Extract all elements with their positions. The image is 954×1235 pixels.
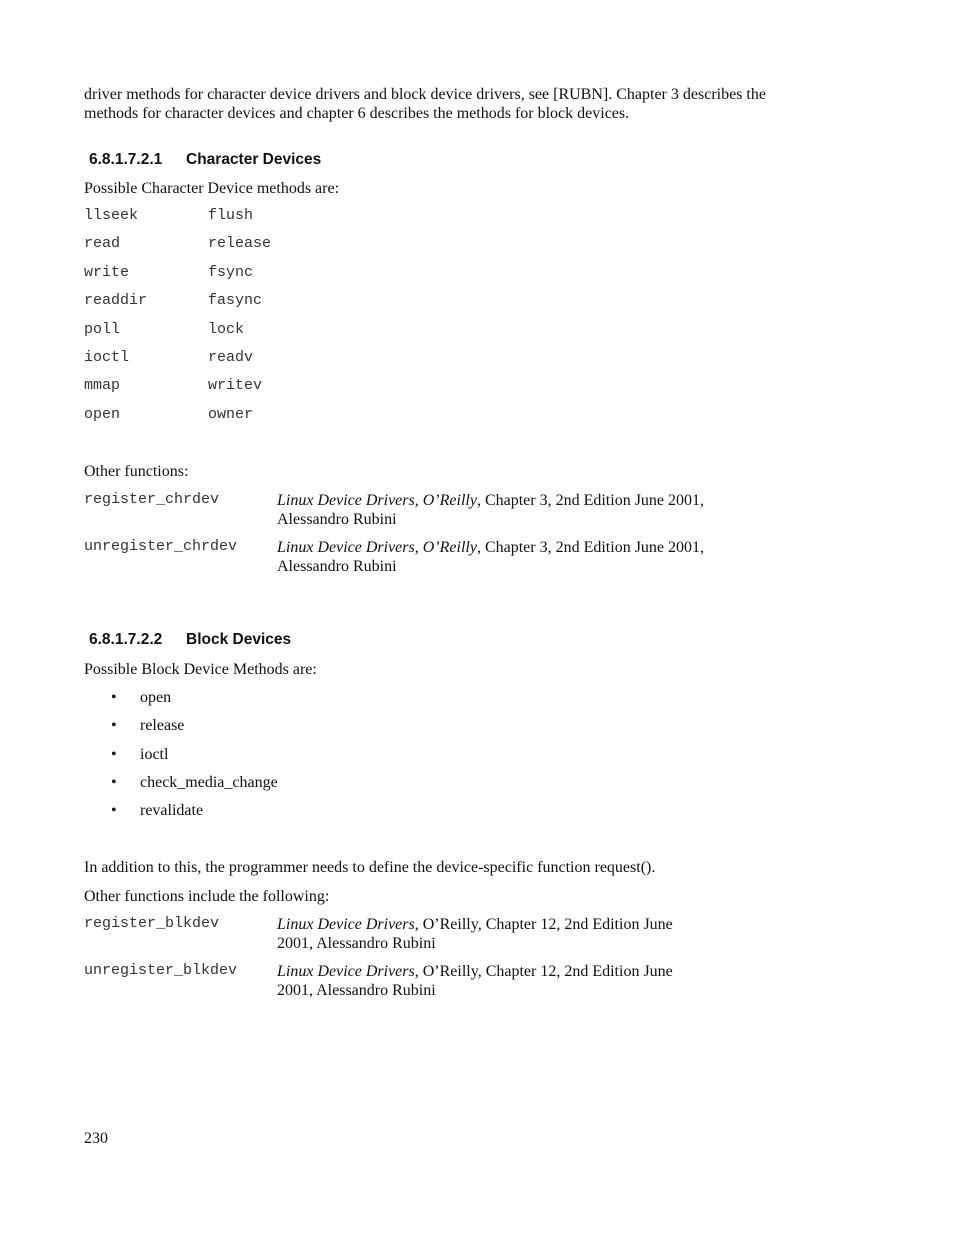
char-method: mmap <box>84 377 121 394</box>
reference-title: Linux Device Drivers, O’Reilly <box>277 539 477 556</box>
reference-details: , Chapter 3, 2nd Edition June 2001, <box>476 539 705 556</box>
reference-author: Alessandro Rubini <box>277 558 397 575</box>
function-reference <box>277 491 704 529</box>
function-name: unregister_blkdev <box>84 962 238 979</box>
char-method: open <box>84 406 121 423</box>
section-number: 6.8.1.7.2.1 <box>89 151 163 168</box>
char-method: llseek <box>84 207 139 224</box>
block-method: revalidate <box>140 802 204 819</box>
section-heading-block-devices <box>89 631 291 649</box>
char-method: fsync <box>208 264 254 281</box>
block-method: check_media_change <box>140 774 278 791</box>
intro-line-1: driver methods for character device drivers and block device drivers, see [RUBN]. Chapter 3 describes the <box>84 86 766 103</box>
char-method: release <box>208 235 272 252</box>
reference-author: Alessandro Rubini <box>277 511 397 528</box>
reference-title: Linux Device Drivers <box>277 963 415 980</box>
reference-author: 2001, Alessandro Rubini <box>277 935 436 952</box>
page-number: 230 <box>84 1130 108 1147</box>
block-method: open <box>140 689 172 706</box>
function-name: register_blkdev <box>84 915 220 932</box>
reference-details: , O’Reilly, Chapter 12, 2nd Edition June <box>414 916 673 933</box>
bullet-icon: • <box>111 802 117 819</box>
function-reference <box>277 915 673 953</box>
bullet-icon: • <box>111 746 117 763</box>
char-method: lock <box>208 321 245 338</box>
function-reference <box>277 962 673 1000</box>
section-title: Character Devices <box>186 151 322 168</box>
char-method: flush <box>208 207 254 224</box>
block-other-functions-label: Other functions include the following: <box>84 888 330 905</box>
block-method: ioctl <box>140 746 169 763</box>
reference-details: , O’Reilly, Chapter 12, 2nd Edition June <box>414 963 673 980</box>
char-method: readv <box>208 349 254 366</box>
bullet-icon: • <box>111 689 117 706</box>
function-reference <box>277 538 704 576</box>
bullet-icon: • <box>111 717 117 734</box>
section-heading-character-devices <box>89 151 321 169</box>
function-name: unregister_chrdev <box>84 538 238 555</box>
char-method: fasync <box>208 292 263 309</box>
char-method: writev <box>208 377 263 394</box>
char-method: owner <box>208 406 254 423</box>
char-methods-intro: Possible Character Device methods are: <box>84 180 340 197</box>
reference-title: Linux Device Drivers <box>277 916 415 933</box>
char-method: read <box>84 235 121 252</box>
reference-author: 2001, Alessandro Rubini <box>277 982 436 999</box>
block-methods-intro: Possible Block Device Methods are: <box>84 661 317 678</box>
intro-line-2: methods for character devices and chapter 6 describes the methods for block devices. <box>84 105 630 122</box>
reference-details: , Chapter 3, 2nd Edition June 2001, <box>476 492 705 509</box>
bullet-icon: • <box>111 774 117 791</box>
char-other-functions-label: Other functions: <box>84 463 189 480</box>
block-addition-text: In addition to this, the programmer needs to define the device-specific function request(). <box>84 859 656 876</box>
char-method: readdir <box>84 292 148 309</box>
block-method: release <box>140 717 185 734</box>
char-method: poll <box>84 321 121 338</box>
char-method: write <box>84 264 130 281</box>
section-number: 6.8.1.7.2.2 <box>89 631 163 648</box>
section-title: Block Devices <box>186 631 292 648</box>
reference-title: Linux Device Drivers, O’Reilly <box>277 492 477 509</box>
function-name: register_chrdev <box>84 491 220 508</box>
char-method: ioctl <box>84 349 130 366</box>
